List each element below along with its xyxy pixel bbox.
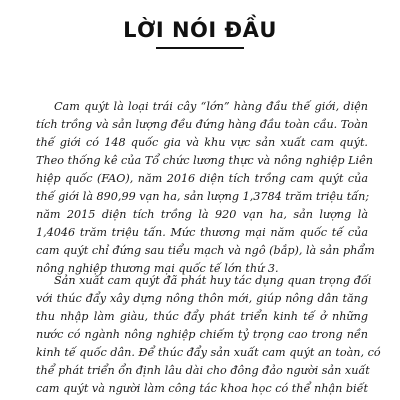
paragraph-line: nông nghiệp thương mại quốc tế lớn thứ 3. xyxy=(36,262,279,275)
paragraph-line: tích trồng và sản lượng đều đứng hàng đầu toàn cầu. Toàn xyxy=(36,118,368,131)
paragraph-line: với thúc đẩy xây dựng nông thôn mới, giúp nông dân tăng xyxy=(36,292,368,305)
title-underline xyxy=(156,47,244,49)
paragraph-line: cam quýt và người làm công tác khoa học có thể nhận biết xyxy=(36,382,368,395)
paragraph-line: thế giới có 148 quốc gia và khu vực sản xuất cam quýt. xyxy=(36,136,368,149)
paragraph-1 xyxy=(36,98,375,278)
paragraph-line: năm 2015 diện tích trồng là 920 vạn ha, sản lượng là xyxy=(36,208,368,221)
paragraph-line: Theo thống kê của Tổ chức lương thực và nông nghiệp Liên xyxy=(36,154,373,167)
paragraph-line: Cam quýt là loại trái cây “lớn” hàng đầu thế giới, diện xyxy=(54,100,368,113)
paragraph-line: thể phát triển ổn định lâu dài cho đông đảo người sản xuất xyxy=(36,364,370,377)
paragraph-line: nước có ngành nông nghiệp chiếm tỷ trọng cao trong nền xyxy=(36,328,368,341)
paragraph-2 xyxy=(36,272,381,398)
paragraph-line: cam quýt chỉ đứng sau tiểu mạch và ngô (bắp), là sản phẩm xyxy=(36,244,375,257)
paragraph-line: hiệp quốc (FAO), năm 2016 diện tích trồng cam quýt của xyxy=(36,172,368,185)
paragraph-line: 1,4046 trăm triệu tấn. Mức thương mại năm quốc tế của xyxy=(36,226,368,239)
paragraph-line: kinh tế quốc dân. Để thúc đẩy sản xuất cam quýt an toàn, có xyxy=(36,346,381,359)
page-title: LỜI NÓI ĐẦU xyxy=(123,18,277,42)
paragraph-line: thế giới là 890,99 vạn ha, sản lượng 1,3784 trăm triệu tấn; xyxy=(36,190,370,203)
paragraph-line: Sản xuất cam quýt đã phát huy tác dụng quan trọng đối xyxy=(54,274,372,287)
paragraph-line: thu nhập làm giàu, thúc đẩy phát triển kinh tế ở những xyxy=(36,310,368,323)
